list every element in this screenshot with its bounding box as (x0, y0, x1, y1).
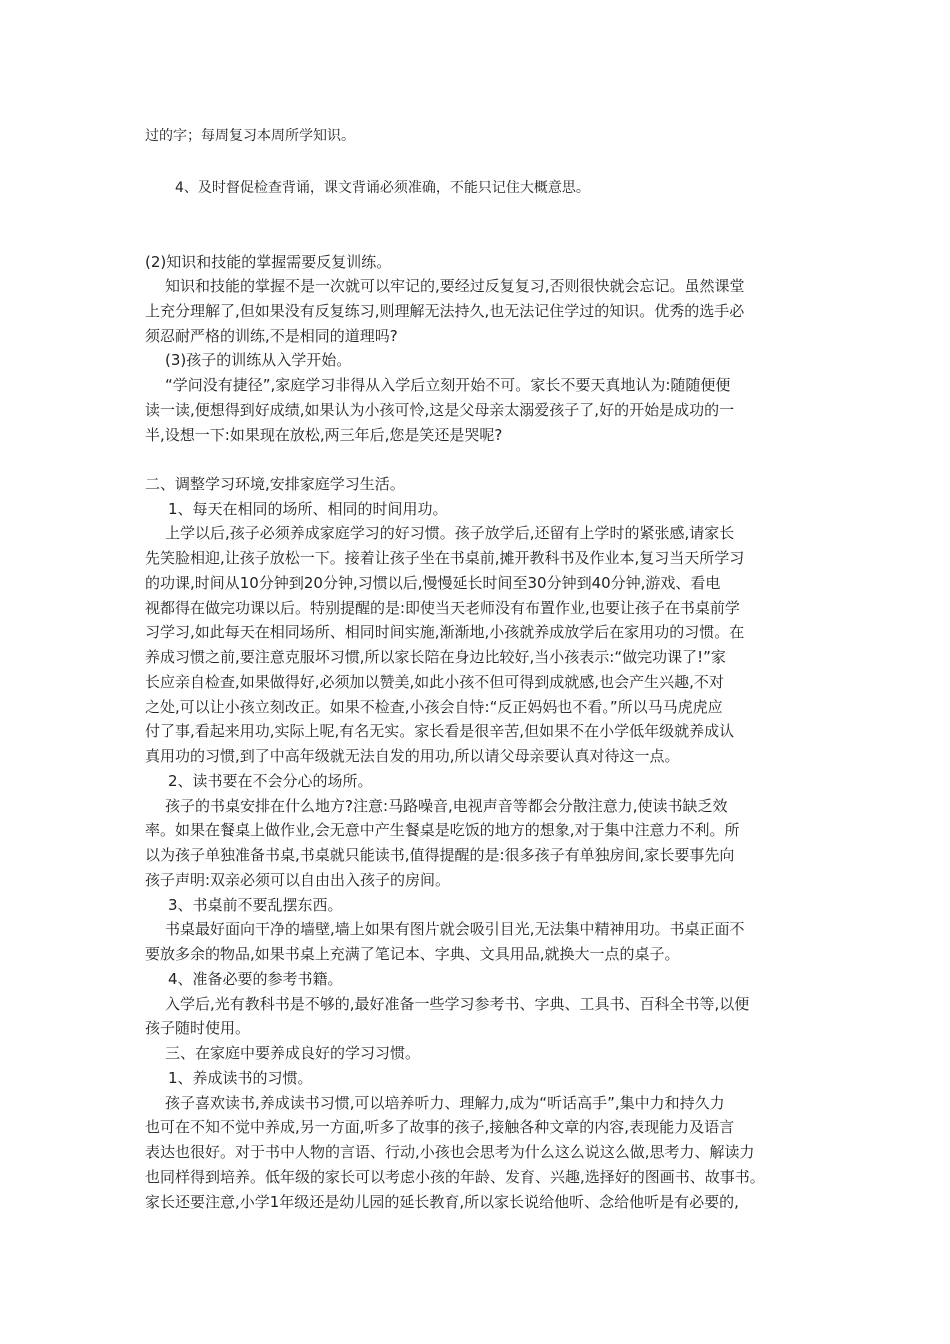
text-line: 入学后,光有教科书是不够的,最好准备一些学习参考书、字典、工具书、百科全书等,以便 (165, 995, 750, 1013)
subsection-heading: 3、书桌前不要乱摆东西。 (168, 896, 343, 914)
text-line: 4、及时督促检查背诵，课文背诵必须准确，不能只记住大概意思。 (175, 180, 590, 196)
section-heading: 二、调整学习环境,安排家庭学习生活。 (145, 475, 405, 493)
text-line: 也可在不知不觉中养成,另一方面,听多了故事的孩子,接触各种文章的内容,表现能力及语言 (145, 1118, 735, 1136)
text-line: 过的字；每周复习本周所学知识。 (145, 128, 355, 144)
text-line: 孩子声明:双亲必须可以自由出入孩子的房间。 (145, 871, 451, 889)
text-line: 率。如果在餐桌上做作业,会无意中产生餐桌是吃饭的地方的想象,对于集中注意力不利。所 (145, 821, 740, 839)
text-line: 以为孩子单独准备书桌,书桌就只能读书,值得提醒的是:很多孩子有单独房间,家长要事先向 (145, 846, 735, 864)
text-line: 孩子随时使用。 (145, 1019, 251, 1037)
text-line: 养成习惯之前,要注意克服坏习惯,所以家长陪在身边比较好,当小孩表示:“做完功课了!”家 (145, 648, 726, 666)
text-line: 半,设想一下:如果现在放松,两三年后,您是笑还是哭呢? (145, 426, 503, 444)
text-line: 习学习,如此每天在相同场所、相同时间实施,渐渐地,小孩就养成放学后在家用功的习惯。在 (145, 623, 745, 641)
text-line: 视都得在做完功课以后。特别提醒的是:即使当天老师没有布置作业,也要让孩子在书桌前学 (145, 599, 740, 617)
text-line: 上学以后,孩子必须养成家庭学习的好习惯。孩子放学后,还留有上学时的紧张感,请家长 (165, 524, 735, 542)
text-line: 孩子喜欢读书,养成读书习惯,可以培养听力、理解力,成为“听话高手”,集中力和持久力 (165, 1094, 725, 1112)
text-line: 家长还要注意,小学1年级还是幼儿园的延长教育,所以家长说给他听、念给他听是有必要的, (145, 1193, 739, 1211)
section-heading: (3)孩子的训练从入学开始。 (165, 351, 352, 369)
text-line: 真用功的习惯,到了中高年级就无法自发的用功,所以请父母亲要认真对待这一点。 (145, 747, 680, 765)
text-line: 书桌最好面向干净的墙壁,墙上如果有图片就会吸引目光,无法集中精神用功。书桌正面不 (165, 920, 745, 938)
subsection-heading: 2、读书要在不会分心的场所。 (168, 772, 373, 790)
text-line: 表达也很好。对于书中人物的言语、行动,小孩也会思考为什么这么说这么做,思考力、解读力 (145, 1143, 755, 1161)
text-line: 孩子的书桌安排在什么地方?注意:马路噪音,电视声音等都会分散注意力,使读书缺乏效 (165, 797, 728, 815)
text-line: 先笑脸相迎,让孩子放松一下。接着让孩子坐在书桌前,摊开教科书及作业本,复习当天所学习 (145, 549, 745, 567)
section-heading: (2)知识和技能的掌握需要反复训练。 (145, 253, 392, 271)
text-line: 读一读,便想得到好成绩,如果认为小孩可怜,这是父母亲太溺爱孩子了,好的开始是成功的一 (145, 401, 735, 419)
text-line: 之处,可以让小孩立刻改正。如果不检查,小孩会自恃:“反正妈妈也不看。”所以马马虎虎应 (145, 698, 723, 716)
text-line: “学问没有捷径”,家庭学习非得从入学后立刻开始不可。家长不要天真地认为:随随便便 (165, 376, 731, 394)
text-line: 付了事,看起来用功,实际上呢,有名无实。家长看是很辛苦,但如果不在小学低年级就养成认 (145, 722, 735, 740)
text-line: 的功课,时间从10分钟到20分钟,习惯以后,慢慢延长时间至30分钟到40分钟,游戏、看电 (145, 574, 721, 592)
subsection-heading: 1、每天在相同的场所、相同的时间用功。 (168, 500, 448, 518)
subsection-heading: 1、养成读书的习惯。 (168, 1069, 313, 1087)
text-line: 也同样得到培养。低年级的家长可以考虑小孩的年龄、发育、兴趣,选择好的图画书、故事书。 (145, 1168, 765, 1186)
text-line: 须忍耐严格的训练,不是相同的道理吗? (145, 327, 398, 345)
subsection-heading: 4、准备必要的参考书籍。 (168, 970, 343, 988)
text-line: 知识和技能的掌握不是一次就可以牢记的,要经过反复复习,否则很快就会忘记。虽然课堂 (165, 277, 745, 295)
text-line: 要放多余的物品,如果书桌上充满了笔记本、字典、文具用品,就换大一点的桌子。 (145, 945, 680, 963)
section-heading: 三、在家庭中要养成良好的学习习惯。 (165, 1044, 421, 1062)
text-line: 上充分理解了,但如果没有反复练习,则理解无法持久,也无法记住学过的知识。优秀的选手必 (145, 302, 745, 320)
text-line: 长应亲自检查,如果做得好,必须加以赞美,如此小孩不但可得到成就感,也会产生兴趣,不对 (145, 673, 724, 691)
